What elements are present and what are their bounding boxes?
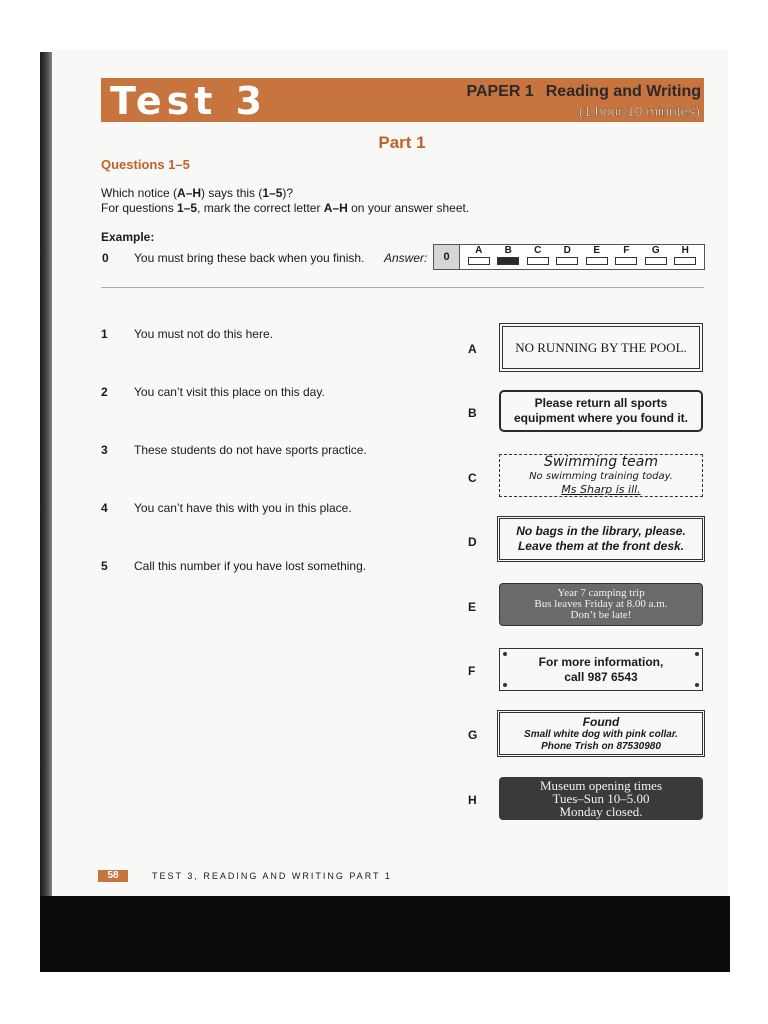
notice-e-line-3: Don’t be late! xyxy=(570,609,632,621)
answer-option-box xyxy=(468,257,490,265)
notice-f-line-2: call 987 6543 xyxy=(564,669,638,684)
notice-letter-h: H xyxy=(468,793,477,807)
notice-d xyxy=(499,518,703,560)
answer-grid-number: 0 xyxy=(434,245,460,269)
notice-f-pin-bottom-right xyxy=(695,683,699,687)
notice-letter-f: F xyxy=(468,664,476,678)
question-text-4: You can’t have this with you in this place. xyxy=(134,501,352,515)
notice-c-line-2: No swimming training today. xyxy=(529,471,673,482)
answer-option-c xyxy=(526,245,550,269)
notice-letter-e: E xyxy=(468,600,477,614)
answer-option-h xyxy=(673,245,697,269)
notice-letter-b: B xyxy=(468,406,477,420)
notice-g-line-1: Found xyxy=(582,714,620,729)
answer-option-box xyxy=(497,257,519,265)
section-divider xyxy=(101,287,704,288)
notice-e-line-2: Bus leaves Friday at 8.00 a.m. xyxy=(534,598,668,610)
notice-h xyxy=(499,777,703,820)
notice-b-line-1: Please return all sports xyxy=(534,396,668,410)
notice-a-line-1: NO RUNNING BY THE POOL. xyxy=(515,339,687,355)
notice-h-line-1: Museum opening times xyxy=(539,778,663,793)
paper-name: Reading and Writing xyxy=(545,83,701,100)
answer-option-box xyxy=(527,257,549,265)
answer-option-e xyxy=(585,245,609,269)
example-answer-grid xyxy=(433,244,705,270)
notice-h-line-3: Monday closed. xyxy=(559,804,643,819)
notice-e-line-1: Year 7 camping trip xyxy=(557,587,645,599)
example-number: 0 xyxy=(102,251,109,265)
answer-option-letter: F xyxy=(623,245,630,256)
notice-f-pin-bottom-left xyxy=(503,683,507,687)
answer-option-letter: E xyxy=(593,245,601,256)
question-text-2: You can’t visit this place on this day. xyxy=(134,385,325,399)
notice-f xyxy=(499,648,703,691)
answer-option-box xyxy=(615,257,637,265)
example-label: Example: xyxy=(101,230,155,244)
scan-bottom-edge xyxy=(40,896,730,972)
answer-option-box xyxy=(556,257,578,265)
answer-option-letter: A xyxy=(475,245,483,256)
notice-letter-d: D xyxy=(468,535,477,549)
footer-text: TEST 3, READING AND WRITING PART 1 xyxy=(152,871,392,881)
question-number-5: 5 xyxy=(101,559,108,573)
notice-g-line-3: Phone Trish on 87530980 xyxy=(541,740,661,752)
question-text-1: You must not do this here. xyxy=(134,327,273,341)
notice-f-pin-top-right xyxy=(695,652,699,656)
answer-option-box xyxy=(674,257,696,265)
answer-option-a xyxy=(467,245,491,269)
paper-title xyxy=(466,82,701,102)
notice-d-line-2: Leave them at the front desk. xyxy=(517,539,685,553)
notice-h-line-2: Tues–Sun 10–5.00 xyxy=(552,791,650,806)
question-number-2: 2 xyxy=(101,385,108,399)
paper-duration: (1 hour 10 minutes) xyxy=(578,103,700,119)
question-text-3: These students do not have sports practice. xyxy=(134,443,367,457)
answer-label: Answer: xyxy=(384,251,428,265)
notice-letter-c: C xyxy=(468,471,477,485)
instruction-line-1: Which notice (A–H) says this (1–5)? xyxy=(101,186,294,200)
notice-f-line-1: For more information, xyxy=(538,654,664,669)
answer-option-box xyxy=(586,257,608,265)
answer-grid-cells xyxy=(460,245,704,269)
notice-e xyxy=(499,583,703,626)
notice-letter-a: A xyxy=(468,342,477,356)
notice-c-line-1: Swimming team xyxy=(544,454,658,470)
notice-letter-g: G xyxy=(468,728,478,742)
answer-option-d xyxy=(555,245,579,269)
instruction-line-2: For questions 1–5, mark the correct letter A–H on your answer sheet. xyxy=(101,201,470,215)
notice-d-line-1: No bags in the library, please. xyxy=(516,524,686,538)
answer-option-letter: G xyxy=(651,245,660,256)
notice-a xyxy=(502,326,700,369)
part-title: Part 1 xyxy=(378,133,426,152)
notice-c-line-3: Ms Sharp is ill. xyxy=(561,483,641,496)
question-text-5: Call this number if you have lost something. xyxy=(134,559,367,573)
notice-f-pin-top-left xyxy=(503,652,507,656)
answer-option-g xyxy=(644,245,668,269)
notice-g xyxy=(499,712,703,755)
question-number-3: 3 xyxy=(101,443,108,457)
page-number: 58 xyxy=(98,870,128,882)
example-text: You must bring these back when you finish. xyxy=(134,251,365,265)
answer-option-letter: B xyxy=(504,245,512,256)
answer-option-f xyxy=(614,245,638,269)
question-number-1: 1 xyxy=(101,327,108,341)
answer-option-letter: C xyxy=(534,245,542,256)
questions-heading: Questions 1–5 xyxy=(101,157,190,172)
notice-c xyxy=(499,454,703,497)
answer-option-letter: D xyxy=(563,245,571,256)
answer-option-b xyxy=(496,245,520,269)
answer-option-box xyxy=(645,257,667,265)
notice-g-line-2: Small white dog with pink collar. xyxy=(524,728,678,740)
paper-label: PAPER 1 xyxy=(466,83,534,100)
notice-b-line-2: equipment where you found it. xyxy=(514,411,688,425)
test-title: Test 3 xyxy=(110,79,268,123)
notice-b xyxy=(499,390,703,432)
answer-option-letter: H xyxy=(681,245,689,256)
question-number-4: 4 xyxy=(101,501,108,515)
